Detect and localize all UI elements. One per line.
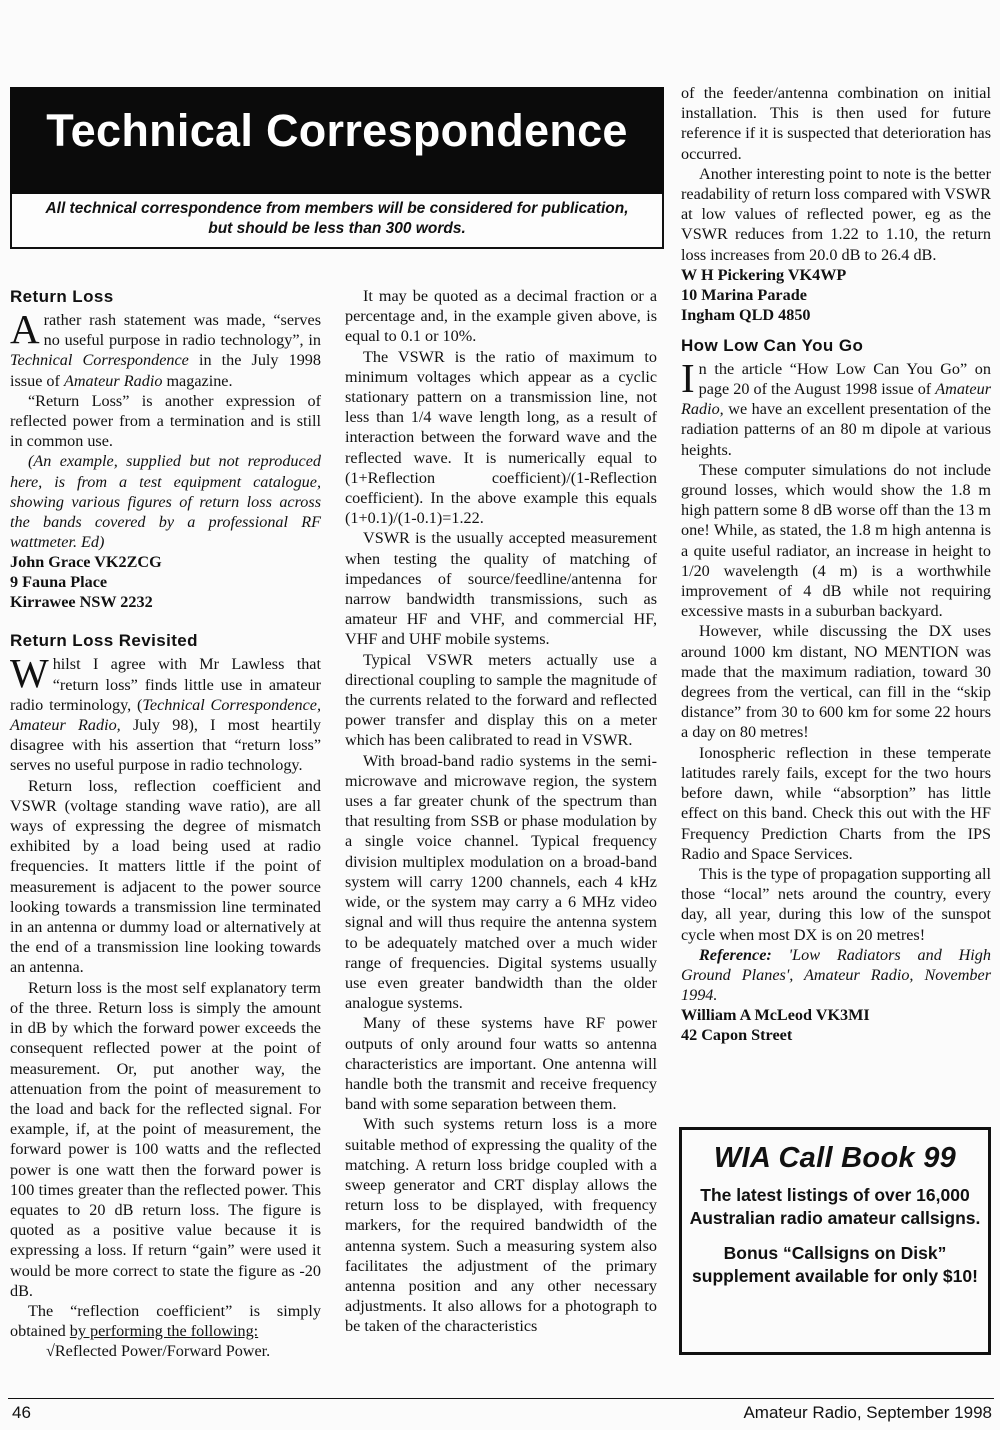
paragraph: Typical VSWR meters actually use a directional coupling to sample the magnitude of the currents related to the forward and reflected power transfer and display this on a meter which has been calibrated to read in VSWR. xyxy=(345,650,657,750)
paragraph: With such systems return loss is a more suitable method of expressing the quality of the matching. A return loss bridge coupled with a sweep generator and CRT display allows the return loss to be displayed, with frequency markers, for the required bandwidth of the antenna system. Such a measuring system also facilitates the adjustment of the primary antenna position and any other necessary adjustments. It also allows for a photograph to be taken of the characteristics xyxy=(345,1115,657,1336)
paragraph: Many of these systems have RF power outputs of only around four watts so antenna characteristics are important. One antenna will handle both the transmit and receive frequency band with some separation between them. xyxy=(345,1014,657,1114)
reference: Reference: 'Low Radiators and High Ground Planes', Amateur Radio, November 1994. xyxy=(681,945,991,1005)
paragraph: In the article “How Low Can You Go” on page 20 of the August 1998 issue of Amateur Radio, we have an excellent presentation of the radiation patterns of an 80 m dipole at various heights. xyxy=(681,354,991,459)
paragraph: The VSWR is the ratio of maximum to minimum voltages which appear as a cyclic stationary pattern on a transmission line, not less than 1/4 wave length long, as a result of interaction between the forward wave and the reflected wave. It is numerically equal to (1+Reflection coefficient)/(1-Reflection coefficient). In the above example this equals (1+0.1)/(1-0.1)=1.22. xyxy=(345,347,657,528)
paragraph: This is the type of propagation supporting all those “local” nets around the country, every day, all year, during this low of the sunspot cycle when most DX is on 20 metres! xyxy=(681,864,991,944)
paragraph: With broad-band radio systems in the semi-microwave and microwave region, the system uses a far greater chunk of the spectrum than that resulting from SSB or phase modulation by a single voice channel. Typical frequency division multiplex modulation on a broad-band system will carry 1200 channels, each 4 kHz wide, or the system may carry a 6 MHz video signal and will thus require the antenna system to be adequately matched over a much wider range of frequencies. Digital systems usually use even greater bandwidth than the older analogue systems. xyxy=(345,751,657,1013)
page-number: 46 xyxy=(12,1403,31,1422)
editor-note: (An example, supplied but not reproduced here, is from a test equipment catalogue, showing various figures of return loss across the bands covered by a professional RF wattmeter. Ed) xyxy=(10,452,321,552)
paragraph: The “reflection coefficient” is simply obtained by performing the following: xyxy=(10,1301,321,1341)
paragraph: It may be quoted as a decimal fraction or a percentage and, in the example given above, is equal to 0.1 or 10%. xyxy=(345,287,657,346)
author-name: John Grace VK2ZCG xyxy=(10,553,162,572)
article-title-how-low-can-you-go: How Low Can You Go xyxy=(681,335,864,355)
ad-title: WIA Call Book 99 xyxy=(713,1142,957,1174)
paragraph: Ionospheric reflection in these temperate latitudes rarely fails, except for the two hours before dawn, while “absorption” has little effect on this band. Check this out with the HF Frequency Prediction Charts from the IPS Radio and Space Services. xyxy=(681,743,991,863)
paragraph: Another interesting point to note is the better readability of return loss compared with VSWR at low values of reflected power, eg as the VSWR reduces from 1.22 to 1.10, the return loss increases from 20.0 dB to 26.4 dB. xyxy=(681,164,991,264)
paragraph: These computer simulations do not include ground losses, which would show the 1.8 m high pattern some 8 dB worse off than the 13 m one! While, as stated, the 1.8 m high antenna is a quite useful radiator, an increase in height to 1/20 wavelength (4 m) is a worthwhile improvement of 4 dB while not requiring excessive masts in a suburban backyard. xyxy=(681,460,991,621)
callbook-advertisement xyxy=(679,1127,991,1355)
drop-cap: I xyxy=(681,354,695,401)
ad-text: The latest listings of over 16,000 Australian radio amateur callsigns. xyxy=(689,1185,981,1228)
author-name: William A McLeod VK3MI xyxy=(681,1006,870,1025)
paragraph: Return loss is the most self explanatory term of the three. Return loss is simply the amount in dB by which the forward power exceeds the consequent reflected power at the point of measurement. Or, put another way, the attenuation from the point of measurement to the load and back for the reflected signal. For example, if, at the point of measurement, the forward power is 100 watts and the reflected power is one watt then the forward power is 100 times greater than the reflected power. This equates to 20 dB return loss. The figure is quoted as a positive value because it is expressing a loss. If return “gain” were used it would be more correct to state the figure as -20 dB. xyxy=(10,978,321,1300)
author-address: 9 Fauna Place xyxy=(10,573,108,592)
column-3 xyxy=(681,83,991,1045)
header-note-box xyxy=(10,194,664,249)
drop-cap: W xyxy=(10,650,49,697)
formula: √Reflected Power/Forward Power. xyxy=(46,1342,271,1361)
paragraph: Arather rash statement was made, “serves no useful purpose in radio technology”, in Technical Correspondence in the July 1998 issue of Amateur Radio magazine. xyxy=(10,306,321,390)
paragraph: VSWR is the usually accepted measurement when testing the quality of matching of impedances of source/feedline/antenna for narrow bandwidth transmissions, such as amateur HF and VHF, and commercial HF, VHF and UHF mobile systems. xyxy=(345,529,657,649)
page-title: Technical Correspondence xyxy=(46,105,628,156)
paragraph: Whilst I agree with Mr Lawless that “return loss” finds little use in amateur radio terminology, (Technical Correspondence, Amateur Radio, July 98), I most heartily disagree with his assertion that “return loss” serves no useful purpose in radio technology. xyxy=(10,650,321,775)
article-title-return-loss: Return Loss xyxy=(10,287,114,306)
author-address: 42 Capon Street xyxy=(681,1026,793,1045)
column-1 xyxy=(10,286,321,1362)
paragraph: of the feeder/antenna combination on initial installation. This is then used for future reference if it is suspected that deterioration has occurred. xyxy=(681,84,991,163)
header-note: All technical correspondence from members will be considered for publication, but should be less than 300 words. xyxy=(45,200,629,237)
author-name: W H Pickering VK4WP xyxy=(681,265,847,284)
paragraph: However, while discussing the DX uses around 1000 km distant, NO MENTION was made that the maximum radiation, toward 30 degrees from the vertical, can fill in the “skip distance” from 30 to 600 km for some 22 hours a day on 80 metres! xyxy=(681,622,991,742)
header-banner xyxy=(10,87,664,194)
column-2 xyxy=(345,286,657,1337)
author-address: Ingham QLD 4850 xyxy=(681,305,811,324)
publication-info: Amateur Radio, September 1998 xyxy=(743,1403,992,1422)
ad-offer: Bonus “Callsigns on Disk” supplement available for only $10! xyxy=(692,1243,978,1286)
drop-cap: A xyxy=(10,306,40,352)
author-address: Kirrawee NSW 2232 xyxy=(10,593,153,612)
paragraph: “Return Loss” is another expression of reflected power from a termination and is still in common use. xyxy=(10,391,321,451)
article-title-return-loss-revisited: Return Loss Revisited xyxy=(10,631,198,651)
author-address: 10 Marina Parade xyxy=(681,285,807,304)
paragraph: Return loss, reflection coefficient and VSWR (voltage standing wave ratio), are all ways of expressing the degree of mismatch exhibited by a load being used at radio frequencies. It matters little if the point of measurement is adjacent to the power source looking towards a transmission line terminated in an antenna or dummy load or alternatively at the end of a transmission line looking towards an antenna. xyxy=(10,776,321,977)
footer-divider xyxy=(8,1398,994,1399)
